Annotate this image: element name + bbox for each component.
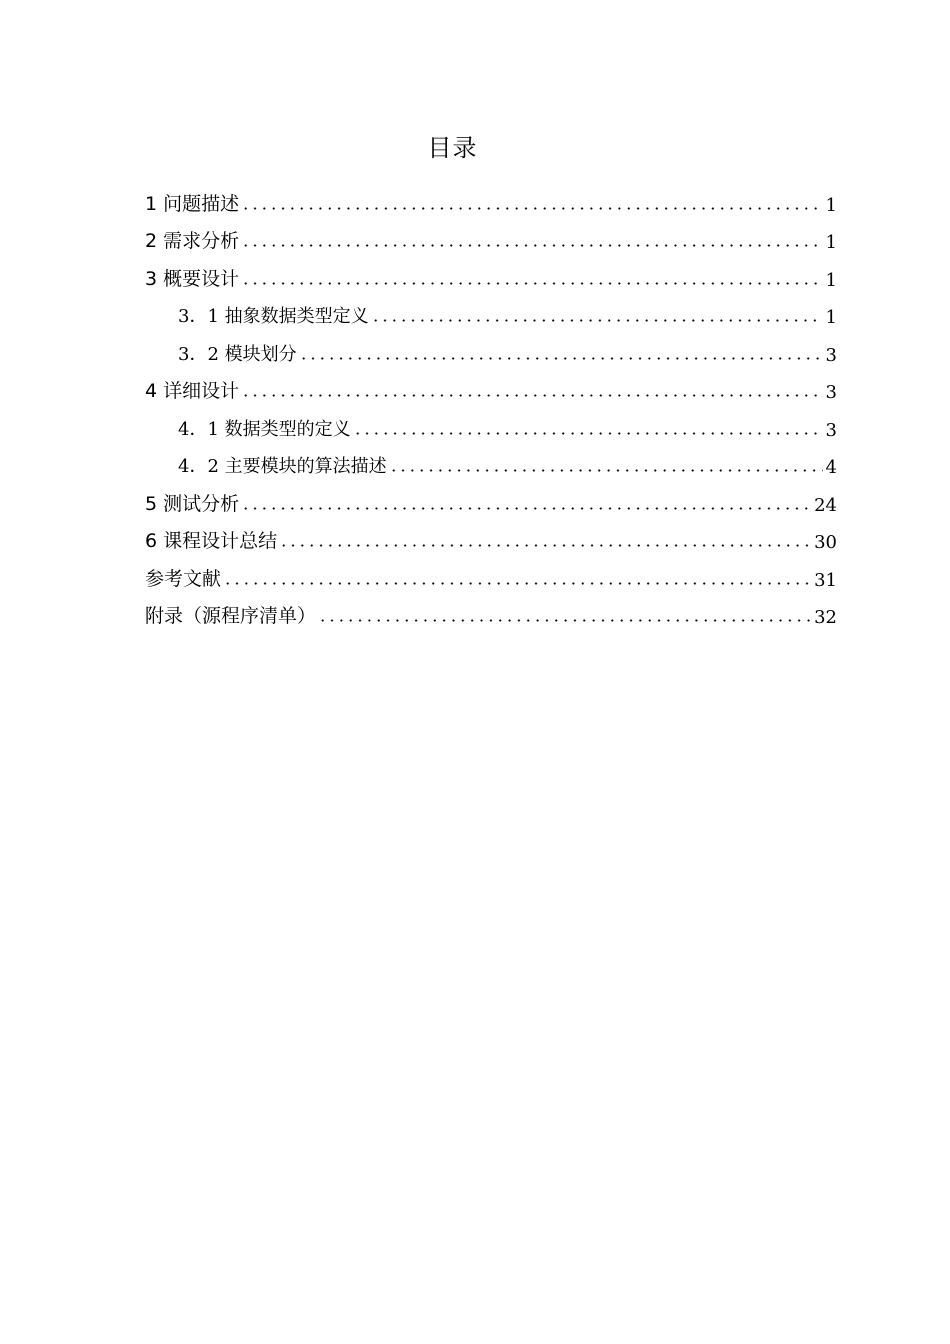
dot-leader [371, 319, 823, 322]
toc-entry-text: 3 概要设计 [145, 267, 240, 290]
toc-entry-text: 4．2 主要模块的算法描述 [178, 456, 387, 477]
table-of-contents [145, 181, 837, 631]
toc-entry-page: 24 [814, 494, 837, 516]
toc-entry-page: 4 [825, 457, 837, 478]
toc-entry-page: 3 [825, 344, 837, 366]
toc-entry[interactable] [145, 519, 837, 557]
toc-entry[interactable] [145, 219, 837, 257]
toc-subentry[interactable] [145, 331, 837, 369]
toc-entry-text: 3．1 抽象数据类型定义 [178, 306, 369, 327]
toc-entry[interactable] [145, 369, 837, 407]
toc-subentry[interactable] [145, 406, 837, 444]
toc-entry[interactable] [145, 594, 837, 632]
toc-entry-text: 4 详细设计 [145, 380, 240, 402]
toc-title: 目录 [427, 134, 478, 162]
toc-subentry[interactable] [145, 294, 837, 332]
toc-subentry[interactable] [145, 444, 837, 482]
toc-entry-text: 3．2 模块划分 [178, 343, 297, 365]
toc-entry-text: 附录（源程序清单） [145, 605, 317, 627]
dot-leader [241, 507, 811, 510]
dot-leader [353, 432, 823, 435]
toc-entry-page: 1 [825, 307, 837, 328]
dot-leader [223, 582, 811, 585]
dot-leader [241, 207, 822, 210]
toc-entry[interactable] [145, 256, 837, 294]
toc-entry-text: 4．1 数据类型的定义 [178, 418, 351, 440]
toc-entry-page: 1 [825, 269, 837, 291]
dot-leader [299, 357, 823, 360]
dot-leader [241, 394, 822, 397]
toc-entry-page: 3 [825, 382, 837, 403]
dot-leader [241, 282, 822, 285]
toc-entry-text: 1 问题描述 [145, 192, 240, 215]
toc-entry-page: 31 [814, 569, 837, 591]
dot-leader [241, 244, 822, 247]
toc-entry[interactable] [145, 556, 837, 594]
dot-leader [279, 544, 811, 547]
toc-entry-text: 5 测试分析 [145, 492, 240, 515]
toc-entry[interactable] [145, 481, 837, 519]
toc-entry-text: 6 课程设计总结 [145, 530, 278, 552]
dot-leader [389, 469, 823, 472]
dot-leader [318, 619, 811, 622]
toc-entry[interactable] [145, 181, 837, 219]
toc-entry-page: 30 [814, 532, 837, 553]
toc-entry-page: 1 [825, 194, 837, 216]
toc-entry-text: 2 需求分析 [145, 230, 240, 252]
toc-entry-text: 参考文献 [145, 567, 222, 590]
toc-entry-page: 3 [825, 419, 837, 441]
toc-entry-page: 32 [814, 607, 837, 628]
toc-entry-page: 1 [825, 232, 837, 253]
